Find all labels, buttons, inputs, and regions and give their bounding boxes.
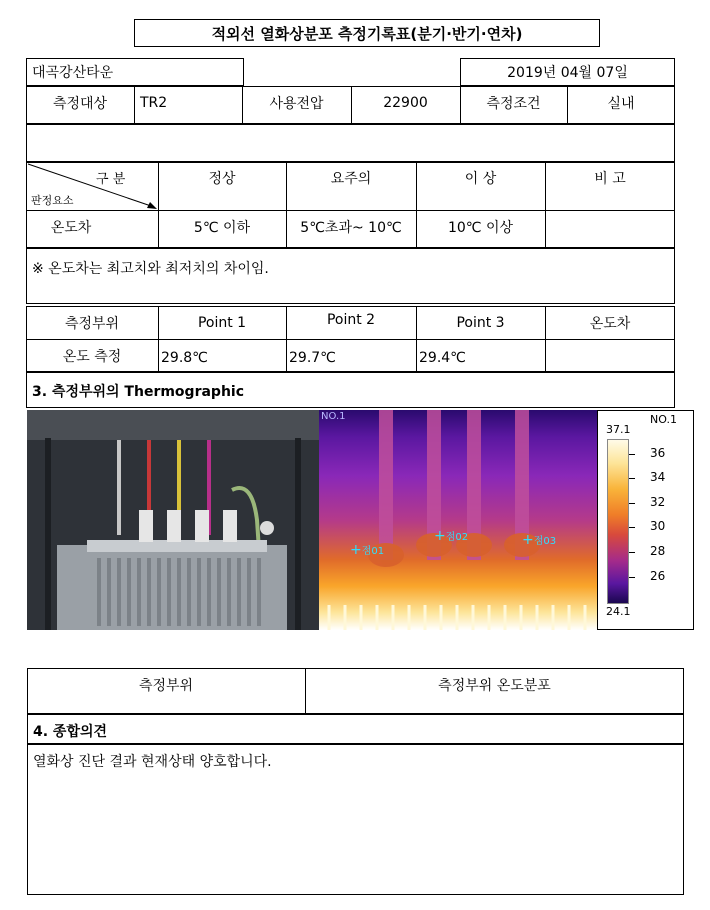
scale-max: 37.1 — [606, 423, 631, 436]
target-label: 측정대상 — [52, 96, 108, 112]
scale-tick-28: 28 — [650, 544, 666, 558]
criteria-normal-value: 5℃ 이하 — [193, 220, 251, 236]
voltage-label: 사용전압 — [269, 96, 324, 112]
scale-tick-32: 32 — [650, 495, 666, 509]
corner-bottom-label: 판정요소 — [31, 194, 74, 207]
section3-heading: 3. 측정부위의 Thermographic — [32, 384, 245, 400]
transformer-photo — [27, 410, 319, 630]
measure-point1-value: 29.8℃ — [161, 349, 208, 366]
thermal-point-2-label: 점02 — [445, 532, 469, 543]
measure-header-part: 측정부위 — [64, 315, 120, 332]
note-text: ※ 온도차는 최고치와 최저치의 차이임. — [32, 261, 269, 277]
temperature-scale — [597, 410, 694, 630]
criteria-header-caution: 요주의 — [330, 171, 372, 187]
criteria-remark-value — [545, 210, 675, 244]
scale-tick-36: 36 — [650, 446, 666, 460]
measure-header-point2: Point 2 — [326, 311, 376, 328]
condition-label: 측정조건 — [486, 96, 541, 112]
site-name: 대곡강산타운 — [32, 65, 114, 81]
bottom-col-part: 측정부위 — [138, 678, 194, 694]
condition-value: 실내 — [607, 96, 635, 112]
thermal-point-2: +점02 — [434, 528, 469, 544]
voltage-value: 22900 — [383, 95, 428, 111]
thermal-label: NO.1 — [321, 411, 346, 422]
record-date: 2019년 04월 07일 — [507, 65, 628, 81]
measure-header-point3: Point 3 — [456, 314, 505, 331]
opinion-text: 열화상 진단 결과 현재상태 양호합니다. — [33, 754, 272, 770]
criteria-caution-value: 5℃초과~ 10℃ — [300, 220, 402, 236]
target-value: TR2 — [140, 95, 168, 111]
scale-tick-30: 30 — [650, 519, 666, 533]
measure-diff-value — [545, 339, 675, 372]
scale-min: 24.1 — [606, 605, 631, 618]
measure-point2-value: 29.7℃ — [289, 349, 336, 366]
criteria-abnormal-value: 10℃ 이상 — [447, 220, 514, 236]
scale-tick-26: 26 — [650, 569, 666, 583]
scale-tick-34: 34 — [650, 470, 666, 484]
page-title: 적외선 열화상분포 측정기록표(분기·반기·연차) — [211, 24, 523, 43]
measure-point3-value: 29.4℃ — [419, 349, 466, 366]
thermal-point-1: +점01 — [350, 542, 385, 558]
criteria-header-remark: 비 고 — [594, 171, 626, 187]
section4-heading: 4. 종합의견 — [33, 724, 108, 740]
thermal-point-1-label: 점01 — [361, 546, 385, 557]
thermal-point-3: +점03 — [522, 532, 557, 548]
corner-top-label: 구 분 — [96, 172, 126, 187]
thermal-image — [319, 410, 597, 630]
criteria-header-normal: 정상 — [208, 171, 236, 187]
measure-header-point1: Point 1 — [197, 314, 247, 331]
blank-row — [26, 124, 675, 162]
scale-colorbar — [607, 439, 629, 604]
criteria-header-abnormal: 이 상 — [464, 171, 497, 187]
section4-box — [27, 714, 684, 744]
bottom-col-distribution: 측정부위 온도분포 — [438, 678, 551, 694]
thermal-point-3-label: 점03 — [533, 536, 557, 547]
measure-row-label: 온도 측정 — [62, 348, 122, 365]
criteria-row-label: 온도차 — [50, 220, 92, 236]
measure-header-diff: 온도차 — [589, 315, 631, 332]
scale-label: NO.1 — [650, 413, 677, 426]
